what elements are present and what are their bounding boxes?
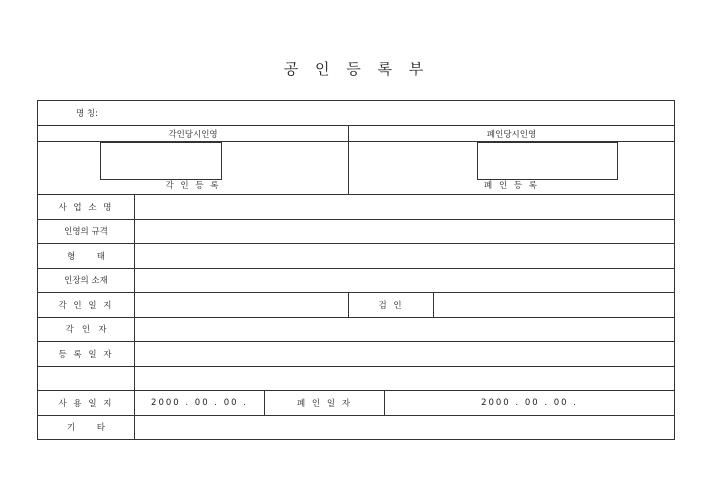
location-label: 인장의 소재 (38, 268, 135, 293)
register-date-field[interactable] (135, 342, 675, 367)
shape-label: 형 태 (38, 244, 135, 269)
document-title: 공 인 등 록 부 (283, 60, 430, 78)
right-header: 폐인당시인영 (349, 126, 675, 142)
use-date-value[interactable]: 2000 . 00 . 00 . (135, 391, 265, 416)
inspect-label: 검 인 (349, 293, 434, 318)
seal-register-table (37, 100, 675, 440)
engraver-label: 각 인 자 (38, 317, 135, 342)
engraver-field[interactable] (135, 317, 675, 342)
inspect-field[interactable] (434, 293, 675, 318)
spec-field[interactable] (135, 219, 675, 244)
right-seal-box[interactable] (477, 142, 618, 180)
left-box-label: 각 인 등 록 (165, 181, 221, 191)
location-field[interactable] (135, 268, 675, 293)
abolish-date-label: 폐 인 일 자 (265, 391, 385, 416)
etc-field[interactable] (135, 415, 675, 440)
left-seal-area (38, 142, 349, 195)
blank-label (38, 366, 135, 391)
register-date-label: 등 록 일 자 (38, 342, 135, 367)
left-seal-box[interactable] (100, 142, 222, 180)
left-header: 각인당시인영 (38, 126, 349, 142)
use-date-label: 사 용 일 지 (38, 391, 135, 416)
etc-label: 기 타 (38, 415, 135, 440)
right-seal-area (349, 142, 675, 195)
spec-label: 인영의 규격 (38, 219, 135, 244)
business-field[interactable] (135, 195, 675, 220)
business-label: 사 업 소 명 (38, 195, 135, 220)
blank-field[interactable] (135, 366, 675, 391)
name-cell (38, 101, 675, 126)
abolish-date-value[interactable]: 2000 . 00 . 00 . (385, 391, 675, 416)
shape-field[interactable] (135, 244, 675, 269)
name-label: 명 칭: (76, 109, 98, 119)
engrave-date-label: 각 인 일 지 (38, 293, 135, 318)
engrave-date-field[interactable] (135, 293, 349, 318)
right-box-label: 폐 인 등 록 (484, 181, 539, 191)
